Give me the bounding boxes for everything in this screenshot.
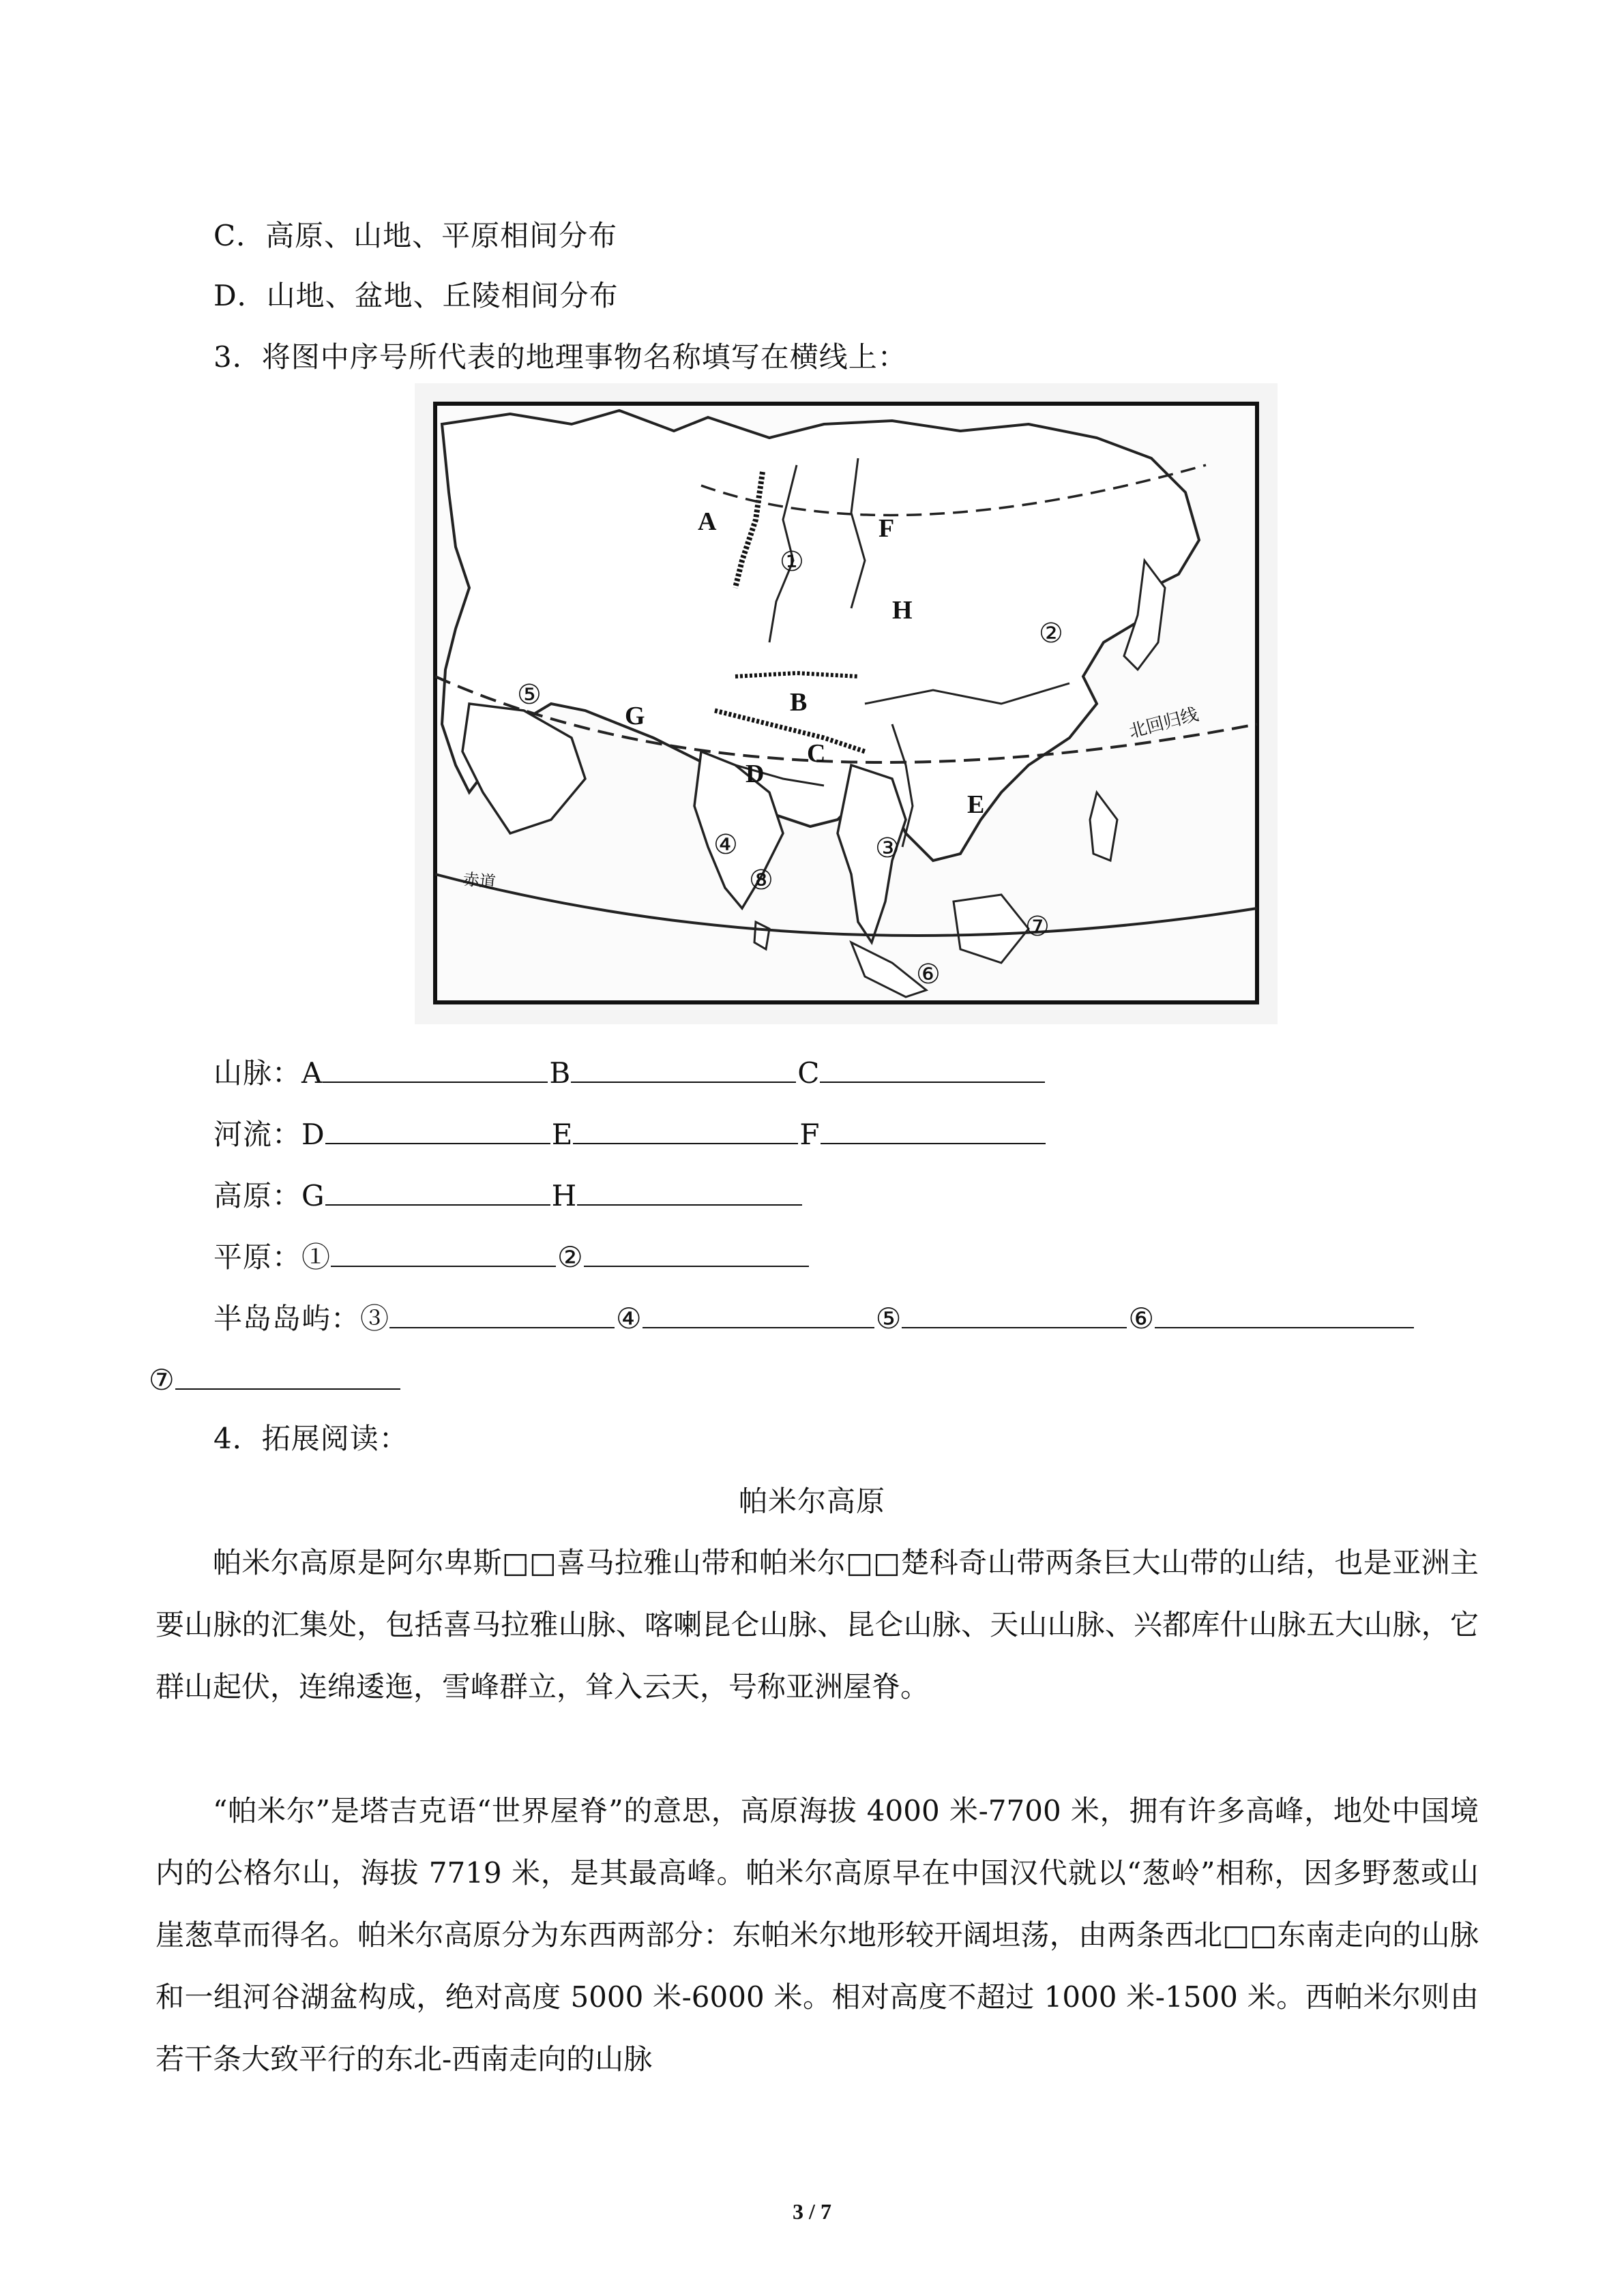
option-c: C．高原、山地、平原相间分布 [213,219,618,252]
mountain-c-marker: C [797,1056,821,1090]
mountain-b-marker: B [549,1056,572,1090]
row-plateaus [213,1174,803,1217]
mountain-a-blank[interactable] [323,1052,548,1083]
map-label-h: H [892,596,913,625]
reading-paragraph-1: 帕米尔高原是阿尔卑斯□□喜马拉雅山带和帕米尔□□楚科奇山带两条巨大山带的山结，也是亚洲主要山脉的汇集处，包括喜马拉雅山脉、喀喇昆仑山脉、昆仑山脉、天山山脉、兴都库什山脉五大山脉，它群山起伏，连绵逶迤，雪峰群立，耸入云天，号称亚洲屋脊。 [156,1546,1479,1703]
plateau-g-marker: G [301,1179,325,1212]
plateau-g-blank[interactable] [325,1174,550,1206]
map-label-2: ② [1039,618,1063,649]
island-6-blank[interactable] [1155,1297,1414,1328]
row-mountains [213,1052,1046,1094]
tropic-of-cancer-label: 北回归线 [1127,704,1201,743]
plateau-h-blank[interactable] [577,1174,802,1206]
island-6-marker: ⑥ [1128,1302,1155,1335]
map-label-a: A [698,507,717,536]
map-label-6: ⑥ [916,959,941,990]
mountain-b-blank[interactable] [571,1052,796,1083]
peninsula-4-blank[interactable] [643,1297,874,1328]
reading-title: 帕米尔高原 [738,1485,885,1518]
map-label-5: ⑤ [517,679,542,711]
map-label-3: ③ [875,833,900,864]
equator-label: 赤道 [462,869,497,892]
river-d-blank[interactable] [325,1113,550,1144]
map-label-4: ④ [713,829,738,861]
row-plateaus-label: 高原： [213,1179,302,1212]
plain-2-blank[interactable] [584,1236,809,1267]
plain-1-marker: ① [301,1240,331,1274]
map-label-8: ⑧ [749,865,773,896]
map-label-1: ① [780,546,804,578]
option-d: D．山地、盆地、丘陵相间分布 [213,279,619,312]
question-3-prompt: 3．将图中序号所代表的地理事物名称填写在横线上： [213,340,907,374]
row-rivers-label: 河流： [213,1118,302,1151]
river-e-marker: E [551,1118,574,1151]
river-e-blank[interactable] [573,1113,798,1144]
row-peninsulas-label: 半岛岛屿： [213,1302,361,1335]
island-7-blank[interactable] [175,1358,400,1390]
map-label-f: F [879,514,895,543]
mountain-c-blank[interactable] [820,1052,1045,1083]
row-plains [213,1236,810,1278]
island-7-marker: ⑦ [149,1363,175,1397]
peninsula-5-blank[interactable] [902,1297,1127,1328]
mountain-a-marker: A [301,1056,323,1090]
row-peninsulas [213,1297,1415,1339]
row-plains-label: 平原： [213,1240,302,1274]
peninsula-3-marker: ③ [360,1302,390,1335]
question-4-heading: 4．拓展阅读： [213,1422,409,1455]
plain-1-blank[interactable] [331,1236,556,1267]
river-f-blank[interactable] [821,1113,1046,1144]
river-d-marker: D [301,1118,325,1151]
map-label-7: ⑦ [1025,911,1050,942]
map-label-c: C [807,739,826,768]
map-label-g: G [625,702,645,730]
plain-2-marker: ② [557,1240,584,1274]
peninsula-5-marker: ⑤ [875,1302,902,1335]
map-label-d: D [745,760,765,788]
row-island-7 [149,1358,402,1401]
reading-paragraph-2: “帕米尔”是塔吉克语“世界屋脊”的意思，高原海拔 4000 米-7700 米，拥有许多高峰，地处中国境内的公格尔山，海拔 7719 米，是其最高峰。帕米尔高原早在中国汉代就以“葱岭”相称，因多野葱或山崖葱草而得名。帕米尔高原分为东西两部分：东帕米尔地形较开阔坦荡，由两条西北□□东南走向的山脉和一组河谷湖盆构成，绝对高度 5000 米-6000 米。相对高度不超过 1000 米-1500 米。西帕米尔则由若干条大致平行的东北-西南走向的山脉 [156,1794,1479,2076]
peninsula-3-blank[interactable] [389,1297,615,1328]
asia-map [415,383,1278,1024]
peninsula-4-marker: ④ [616,1302,643,1335]
map-label-e: E [967,790,985,819]
river-f-marker: F [799,1118,821,1151]
page-number: 3 / 7 [793,2199,831,2224]
row-mountains-label: 山脉： [213,1056,302,1090]
map-label-b: B [790,688,808,717]
row-rivers [213,1113,1047,1155]
plateau-h-marker: H [551,1179,578,1212]
